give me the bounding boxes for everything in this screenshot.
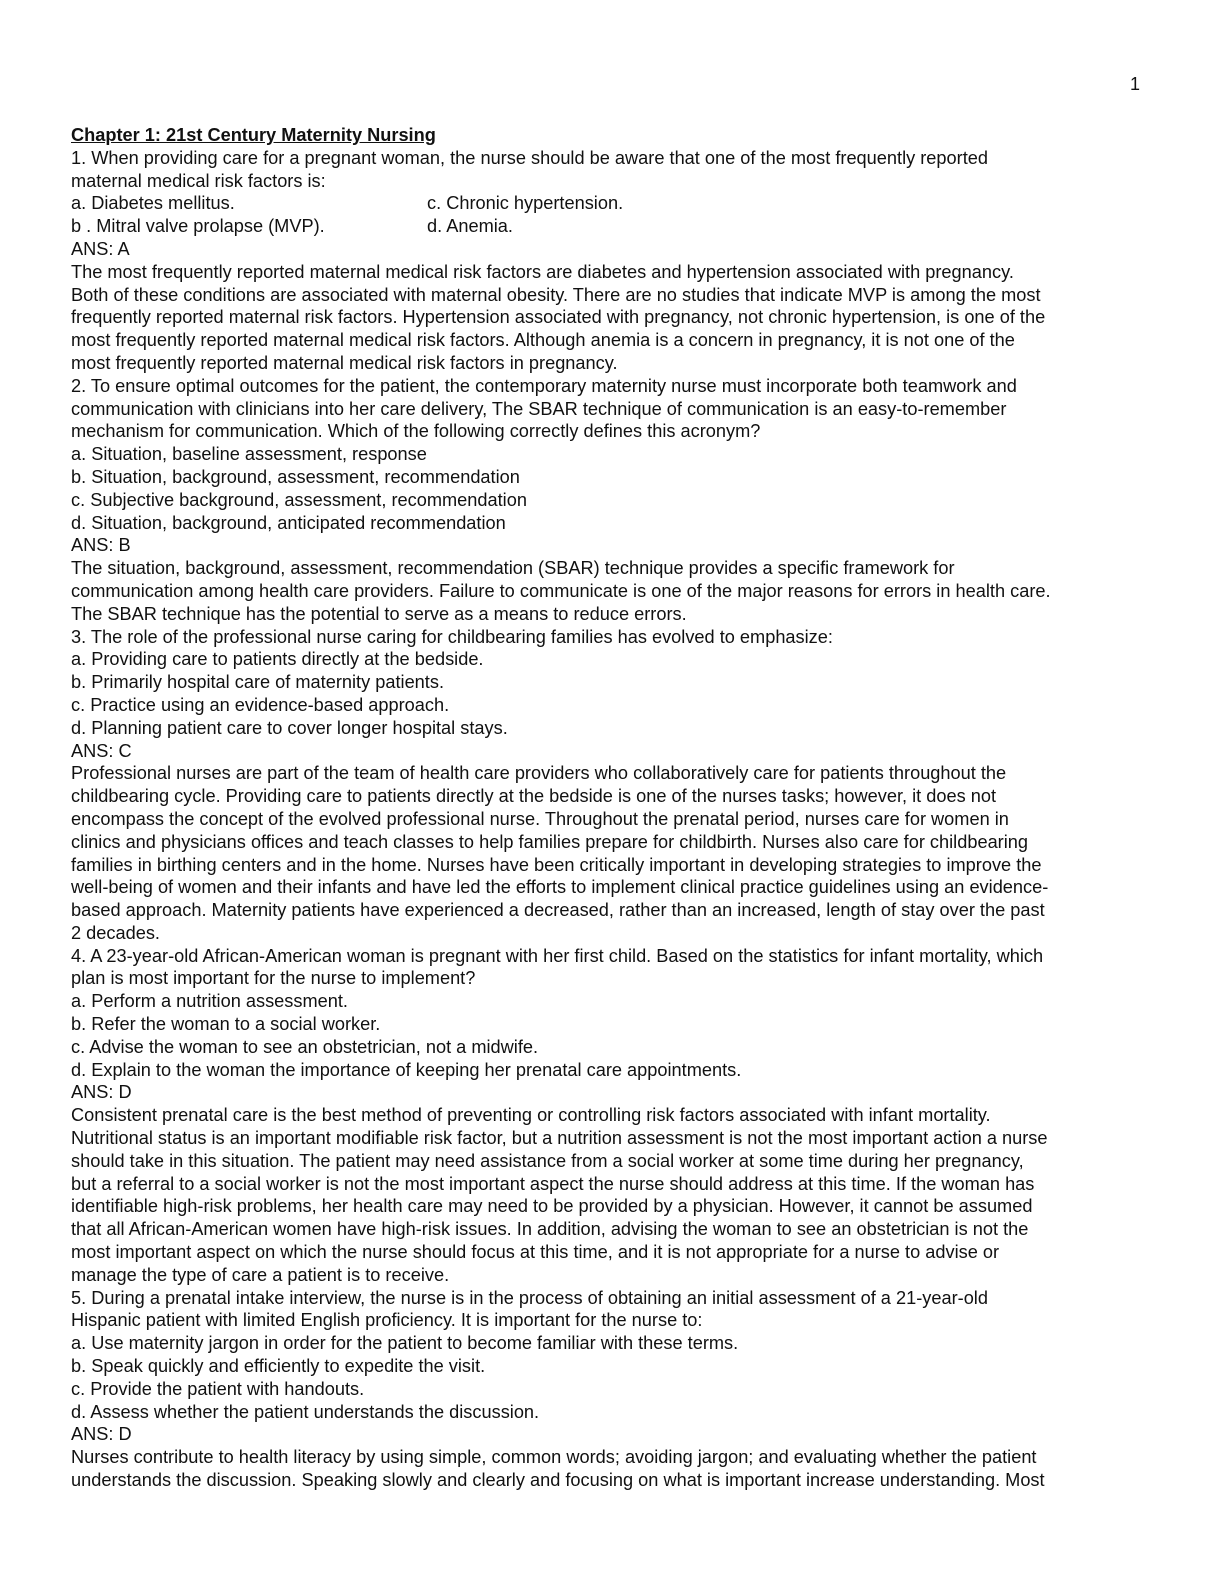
question-3 [71,626,1145,945]
rationale-line: that all African-American women have high-risk issues. In addition, advising the woman to see an obstetrician is not the [71,1219,1029,1240]
question-stem-line: 5. During a prenatal intake interview, the nurse is in the process of obtaining an initial assessment of a 21-year-old [71,1287,988,1308]
rationale-line: clinics and physicians offices and teach classes to help families prepare for childbirth. Nurses also care for childbearing [71,831,1029,852]
option-a: a. Diabetes mellitus. [71,193,235,214]
options-row [71,192,1145,215]
rationale-line: The most frequently reported maternal medical risk factors are diabetes and hypertension associated with pregnancy. [71,261,1014,282]
rationale-line: but a referral to a social worker is not the most important aspect the nurse should address at this time. If the woman has [71,1173,1035,1194]
question-4 [71,945,1145,1287]
question-stem-line: 1. When providing care for a pregnant woman, the nurse should be aware that one of the most frequently reported [71,147,988,168]
rationale-line: The situation, background, assessment, recommendation (SBAR) technique provides a specific framework for [71,558,955,579]
option-a: a. Use maternity jargon in order for the patient to become familiar with these terms. [71,1333,739,1354]
option-b: b. Speak quickly and efficiently to expedite the visit. [71,1356,486,1377]
option-c: c. Subjective background, assessment, recommendation [71,489,527,510]
rationale-line: should take in this situation. The patient may need assistance from a social worker at some time during her pregnancy, [71,1150,1024,1171]
rationale-line: Both of these conditions are associated with maternal obesity. There are no studies that indicate MVP is among the most [71,284,1041,305]
option-d: d. Situation, background, anticipated recommendation [71,512,506,533]
rationale-line: Consistent prenatal care is the best method of preventing or controlling risk factors associated with infant mortality. [71,1105,991,1126]
option-b: b. Situation, background, assessment, recommendation [71,466,520,487]
rationale-line: identifiable high-risk problems, her health care may need to be provided by a physician. However, it cannot be assumed [71,1196,1033,1217]
rationale-line: families in birthing centers and in the home. Nurses have been critically important in developing strategies to improve the [71,854,1042,875]
rationale-line: based approach. Maternity patients have experienced a decreased, rather than an increased, length of stay over the past [71,900,1045,921]
question-stem-line: 3. The role of the professional nurse caring for childbearing families has evolved to emphasize: [71,626,833,647]
question-stem-line: 4. A 23-year-old African-American woman is pregnant with her first child. Based on the statistics for infant mortality, which [71,945,1044,966]
answer-key: ANS: D [71,1424,132,1445]
option-b: b. Primarily hospital care of maternity patients. [71,672,444,693]
option-d: d. Planning patient care to cover longer hospital stays. [71,717,508,738]
question-stem-line: mechanism for communication. Which of the following correctly defines this acronym? [71,421,761,442]
answer-key: ANS: A [71,238,130,259]
rationale-line: Nurses contribute to health literacy by using simple, common words; avoiding jargon; and evaluating whether the patient [71,1447,1037,1468]
rationale-line: frequently reported maternal risk factors. Hypertension associated with pregnancy, not chronic hypertension, is one of the [71,307,1046,328]
answer-key: ANS: D [71,1082,132,1103]
rationale-line: The SBAR technique has the potential to serve as a means to reduce errors. [71,603,687,624]
rationale-line: most frequently reported maternal medical risk factors in pregnancy. [71,352,618,373]
option-c: c. Chronic hypertension. [427,193,624,214]
option-d: d. Anemia. [427,216,513,237]
option-c: c. Advise the woman to see an obstetrician, not a midwife. [71,1036,539,1057]
answer-key: ANS: B [71,535,131,556]
question-stem-line: 2. To ensure optimal outcomes for the patient, the contemporary maternity nurse must incorporate both teamwork and [71,375,1017,396]
question-stem-line: communication with clinicians into her care delivery, The SBAR technique of communication is an easy-to-remember [71,398,1007,419]
option-b: b. Refer the woman to a social worker. [71,1014,381,1035]
question-stem-line: Hispanic patient with limited English proficiency. It is important for the nurse to: [71,1310,703,1331]
answer-key: ANS: C [71,740,132,761]
question-stem-line: plan is most important for the nurse to implement? [71,968,476,989]
option-a: a. Providing care to patients directly at the bedside. [71,649,484,670]
rationale-line: communication among health care providers. Failure to communicate is one of the major reasons for errors in health care. [71,580,1051,601]
option-a: a. Situation, baseline assessment, response [71,444,427,465]
question-2 [71,375,1145,626]
page-number: 1 [1129,74,1140,94]
chapter-heading: Chapter 1: 21st Century Maternity Nursing [71,125,436,145]
rationale-line: Nutritional status is an important modifiable risk factor, but a nutrition assessment is not the most important action a nurse [71,1128,1048,1149]
rationale-line: childbearing cycle. Providing care to patients directly at the bedside is one of the nurses tasks; however, it does not [71,786,997,807]
rationale-line: 2 decades. [71,922,160,943]
question-stem-line: maternal medical risk factors is: [71,170,326,191]
rationale-line: encompass the concept of the evolved professional nurse. Throughout the prenatal period, nurses care for women in [71,808,1009,829]
rationale-line: well-being of women and their infants and have led the efforts to implement clinical practice guidelines using an evidence- [71,877,1049,898]
rationale-line: Professional nurses are part of the team of health care providers who collaboratively care for patients throughout the [71,763,1007,784]
rationale-line: manage the type of care a patient is to receive. [71,1264,450,1285]
options-row [71,215,1145,238]
question-5 [71,1287,1145,1492]
rationale-line: most important aspect on which the nurse should focus at this time, and it is not appropriate for a nurse to advise or [71,1242,1000,1263]
rationale-line: most frequently reported maternal medical risk factors. Although anemia is a concern in pregnancy, it is not one of the [71,330,1015,351]
rationale-line: understands the discussion. Speaking slowly and clearly and focusing on what is important increase understanding. Most [71,1470,1045,1491]
document-body [71,124,1145,1492]
option-a: a. Perform a nutrition assessment. [71,991,348,1012]
option-c: c. Provide the patient with handouts. [71,1378,365,1399]
option-b: b . Mitral valve prolapse (MVP). [71,216,325,237]
option-c: c. Practice using an evidence-based approach. [71,694,450,715]
option-d: d. Assess whether the patient understands the discussion. [71,1401,540,1422]
question-1 [71,147,1145,375]
option-d: d. Explain to the woman the importance of keeping her prenatal care appointments. [71,1059,742,1080]
